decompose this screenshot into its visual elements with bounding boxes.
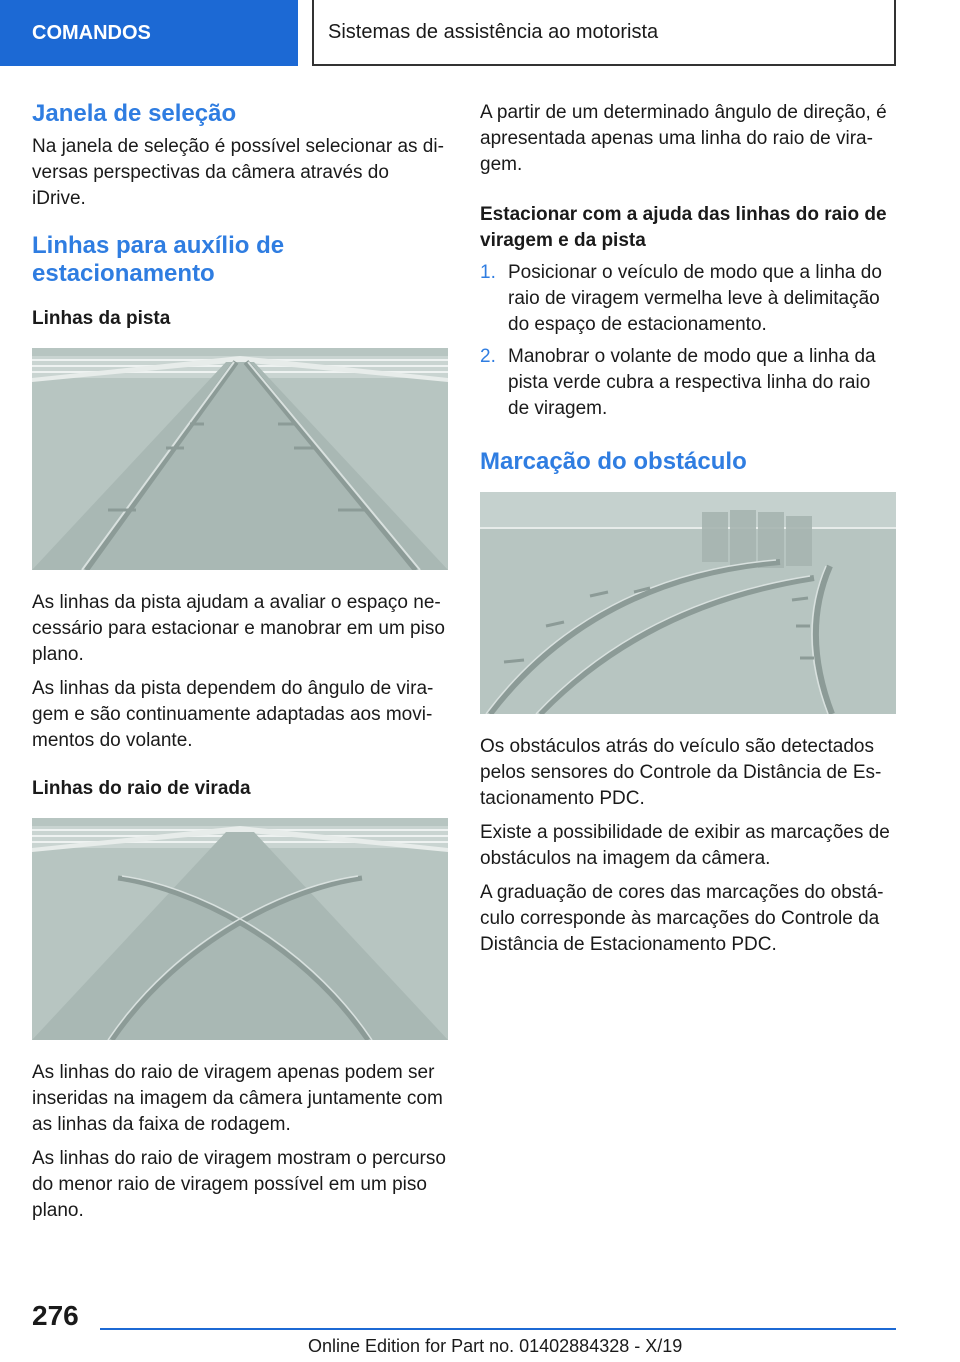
obstacle-marking-figure (480, 492, 896, 714)
lane-lines-figure (32, 348, 448, 570)
heading-parking-lines: Linhas para auxílio de estacionamento (32, 232, 285, 287)
parking-steps-list (480, 260, 896, 422)
paragraph-lane-2: As linhas da pista dependem do ângulo de vira-gem e são continuamente adaptadas aos movi-mentos do volante. (32, 678, 434, 751)
step-number: 1. (480, 262, 496, 283)
edition-note: Online Edition for Part no. 01402884328 - X/19 (308, 1336, 683, 1356)
paragraph-obstacle-2: Existe a possibilidade de exibir as marcações de obstáculos na imagem da câmera. (480, 822, 890, 869)
heading-selection-window: Janela de seleção (32, 100, 237, 127)
turn-lines-figure (32, 818, 448, 1040)
section-tab (0, 0, 298, 66)
heading-lane-lines: Linhas da pista (32, 308, 171, 329)
step-text: Manobrar o volante de modo que a linha da pista verde cubra a respectiva linha do raio de viragem. (508, 346, 876, 419)
heading-obstacle-marking: Marcação do obstáculo (480, 448, 747, 475)
paragraph-lane-1: As linhas da pista ajudam a avaliar o espaço ne-cessário para estacionar e manobrar em um piso plano. (32, 592, 445, 665)
heading-turn-lines: Linhas do raio de virada (32, 778, 251, 799)
footer-divider (100, 1328, 896, 1330)
paragraph-turn-1: As linhas do raio de viragem apenas podem ser inseridas na imagem da câmera juntamente com as linhas da faixa de rodagem. (32, 1062, 443, 1135)
section-label: COMANDOS (32, 21, 151, 44)
paragraph-obstacle-3: A graduação de cores das marcações do obstá-culo corresponde às marcações do Controle da Distância de Estacionamento PDC. (480, 882, 884, 955)
chapter-title: Sistemas de assistência ao motorista (328, 20, 659, 43)
right-column (480, 100, 896, 966)
paragraph-obstacle-1: Os obstáculos atrás do veículo são detectados pelos sensores do Controle da Distância de Es-tacionamento PDC. (480, 736, 882, 809)
left-column (32, 100, 448, 1232)
paragraph-selection: Na janela de seleção é possível selecionar as di-versas perspectivas da câmera através do iDrive. (32, 136, 444, 209)
chapter-header (312, 0, 896, 66)
list-item (480, 260, 896, 338)
paragraph-turn-2: As linhas do raio de viragem mostram o percurso do menor raio de viragem possível em um piso plano. (32, 1148, 446, 1221)
paragraph-steering-angle: A partir de um determinado ângulo de direção, é apresentada apenas uma linha do raio de vira-gem. (480, 102, 887, 175)
list-item (480, 344, 896, 422)
page-number: 276 (32, 1300, 79, 1331)
step-number: 2. (480, 346, 496, 367)
heading-park-with-lines: Estacionar com a ajuda das linhas do raio de viragem e da pista (480, 204, 887, 251)
step-text: Posicionar o veículo de modo que a linha do raio de viragem vermelha leve à delimitação do espaço de estacionamento. (508, 262, 882, 335)
